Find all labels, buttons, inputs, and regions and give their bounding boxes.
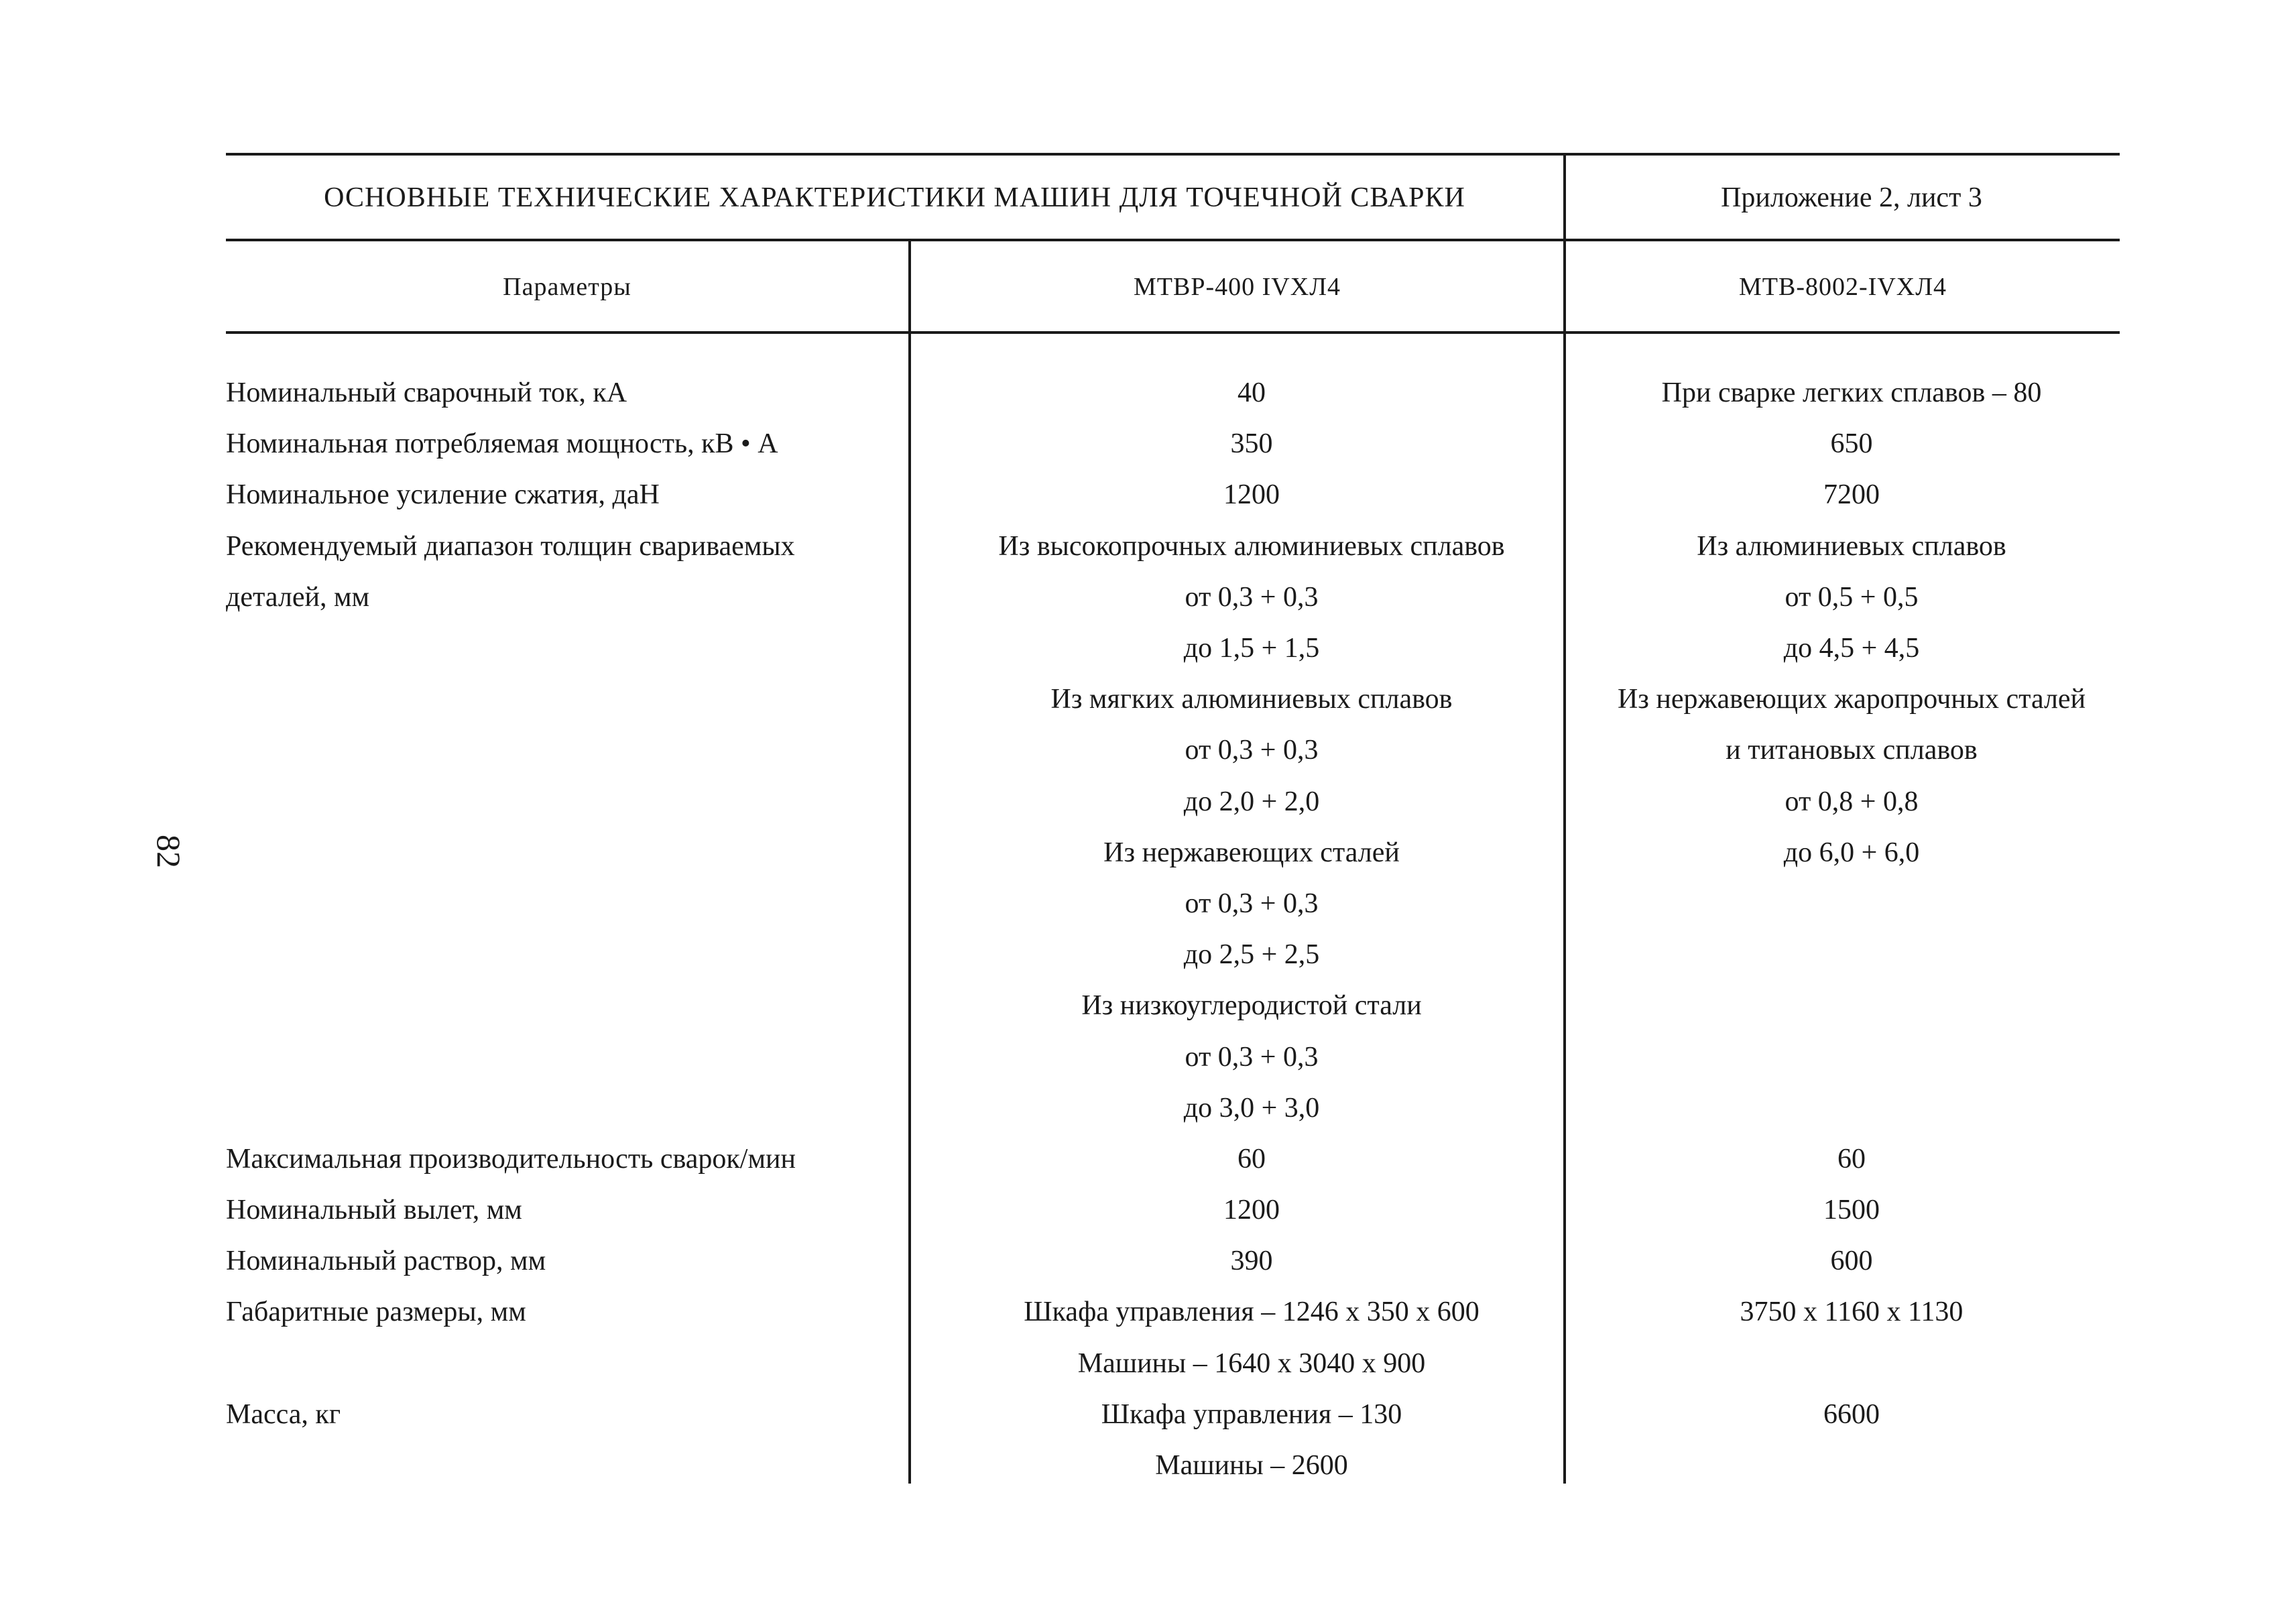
machine-1-cell: до 2,5 + 2,5 bbox=[1183, 939, 1320, 971]
param-cell: Номинальный вылет, мм bbox=[226, 1195, 522, 1226]
param-cell: Габаритные размеры, мм bbox=[226, 1297, 526, 1328]
machine-1-cell: Из низкоуглеродистой стали bbox=[1081, 990, 1422, 1022]
param-cell bbox=[226, 980, 920, 1031]
machine-1-cell: от 0,3 + 0,3 bbox=[1185, 581, 1319, 613]
param-cell: Рекомендуемый диапазон толщин свариваемых bbox=[226, 530, 795, 562]
machine-2-cell: от 0,5 + 0,5 bbox=[1785, 581, 1919, 613]
machine-1-cell: Машины – 1640 х 3040 х 900 bbox=[1077, 1347, 1426, 1379]
machine-2-cell: и титановых сплавов bbox=[1726, 735, 1978, 766]
param-cell bbox=[226, 1338, 920, 1389]
title-divider bbox=[1563, 153, 1566, 241]
param-cell: Номинальное усиление сжатия, даН bbox=[226, 479, 660, 511]
machine-1-cell: от 0,3 + 0,3 bbox=[1185, 1041, 1319, 1073]
column-header-machine-1: МТВР-400 IVХЛ4 bbox=[1134, 272, 1341, 301]
page-number: 82 bbox=[150, 835, 188, 868]
param-cell: Номинальный раствор, мм bbox=[226, 1246, 546, 1277]
param-cell: Номинальный сварочный ток, кА bbox=[226, 377, 627, 409]
machine-2-cell: 6600 bbox=[1823, 1398, 1880, 1430]
machine-2-cell: до 6,0 + 6,0 bbox=[1783, 837, 1920, 868]
param-cell: Максимальная производительность сварок/мин bbox=[226, 1143, 796, 1175]
param-cell bbox=[226, 623, 920, 674]
table-title: ОСНОВНЫЕ ТЕХНИЧЕСКИЕ ХАРАКТЕРИСТИКИ МАШИН ДЛЯ ТОЧЕЧНОЙ СВАРКИ bbox=[324, 182, 1465, 213]
machine-1-cell: 1200 bbox=[1223, 479, 1280, 511]
machine-1-cell: от 0,3 + 0,3 bbox=[1185, 735, 1319, 766]
machine-2-cell: 600 bbox=[1830, 1246, 1873, 1277]
machine-2-cell: 7200 bbox=[1823, 479, 1880, 511]
param-cell bbox=[226, 725, 920, 776]
machine-1-cell: Из мягких алюминиевых сплавов bbox=[1050, 684, 1453, 715]
machine-2-cell: до 4,5 + 4,5 bbox=[1783, 633, 1920, 664]
appendix-label: Приложение 2, лист 3 bbox=[1721, 182, 1982, 213]
param-cell: деталей, мм bbox=[226, 581, 370, 613]
machine-2-cell bbox=[1583, 1440, 2120, 1491]
machine-2-cell bbox=[1583, 1031, 2120, 1082]
machine-1-cell: до 1,5 + 1,5 bbox=[1183, 633, 1320, 664]
machine-2-cell bbox=[1583, 878, 2120, 929]
machine-1-cell: Из нержавеющих сталей bbox=[1103, 837, 1400, 868]
machine-2-cell: от 0,8 + 0,8 bbox=[1785, 786, 1919, 817]
machine-2-cell bbox=[1583, 1083, 2120, 1134]
machine-2-cell: 3750 х 1160 х 1130 bbox=[1740, 1297, 1963, 1328]
machine-2-cell bbox=[1583, 929, 2120, 980]
machine-2-cell: 1500 bbox=[1823, 1195, 1880, 1226]
machine-1-cell: 60 bbox=[1237, 1143, 1266, 1175]
machine-2-cell: Из алюминиевых сплавов bbox=[1697, 530, 2006, 562]
machine-1-cell: 1200 bbox=[1223, 1195, 1280, 1226]
machine-1-cell: 40 bbox=[1237, 377, 1266, 409]
spec-table-body bbox=[226, 367, 2120, 1491]
machine-1-cell: Шкафа управления – 130 bbox=[1101, 1398, 1402, 1430]
machine-2-cell: 60 bbox=[1837, 1143, 1866, 1175]
machine-2-cell: Из нержавеющих жаропрочных сталей bbox=[1617, 684, 2086, 715]
machine-1-cell: 350 bbox=[1230, 428, 1273, 460]
param-cell bbox=[226, 674, 920, 725]
machine-1-cell: Из высокопрочных алюминиевых сплавов bbox=[998, 530, 1505, 562]
param-cell bbox=[226, 1083, 920, 1134]
param-cell bbox=[226, 878, 920, 929]
param-cell bbox=[226, 776, 920, 827]
column-header-params: Параметры bbox=[503, 272, 631, 301]
machine-1-cell: Шкафа управления – 1246 х 350 х 600 bbox=[1024, 1297, 1479, 1328]
machine-1-cell: до 3,0 + 3,0 bbox=[1183, 1092, 1320, 1124]
machine-2-cell bbox=[1583, 1338, 2120, 1389]
machine-1-cell: Машины – 2600 bbox=[1155, 1450, 1348, 1482]
machine-2-cell: 650 bbox=[1830, 428, 1873, 460]
param-cell bbox=[226, 1440, 920, 1491]
param-cell bbox=[226, 929, 920, 980]
param-cell bbox=[226, 1031, 920, 1082]
param-cell bbox=[226, 827, 920, 878]
machine-1-cell: до 2,0 + 2,0 bbox=[1183, 786, 1320, 817]
column-header-machine-2: МТВ-8002-IVХЛ4 bbox=[1739, 272, 1947, 301]
machine-1-cell: 390 bbox=[1230, 1246, 1273, 1277]
param-cell: Номинальная потребляемая мощность, кВ • А bbox=[226, 428, 778, 460]
machine-1-cell: от 0,3 + 0,3 bbox=[1185, 888, 1319, 919]
machine-2-cell bbox=[1583, 980, 2120, 1031]
machine-2-cell: При сварке легких сплавов – 80 bbox=[1661, 377, 2042, 409]
param-cell: Масса, кг bbox=[226, 1398, 341, 1430]
